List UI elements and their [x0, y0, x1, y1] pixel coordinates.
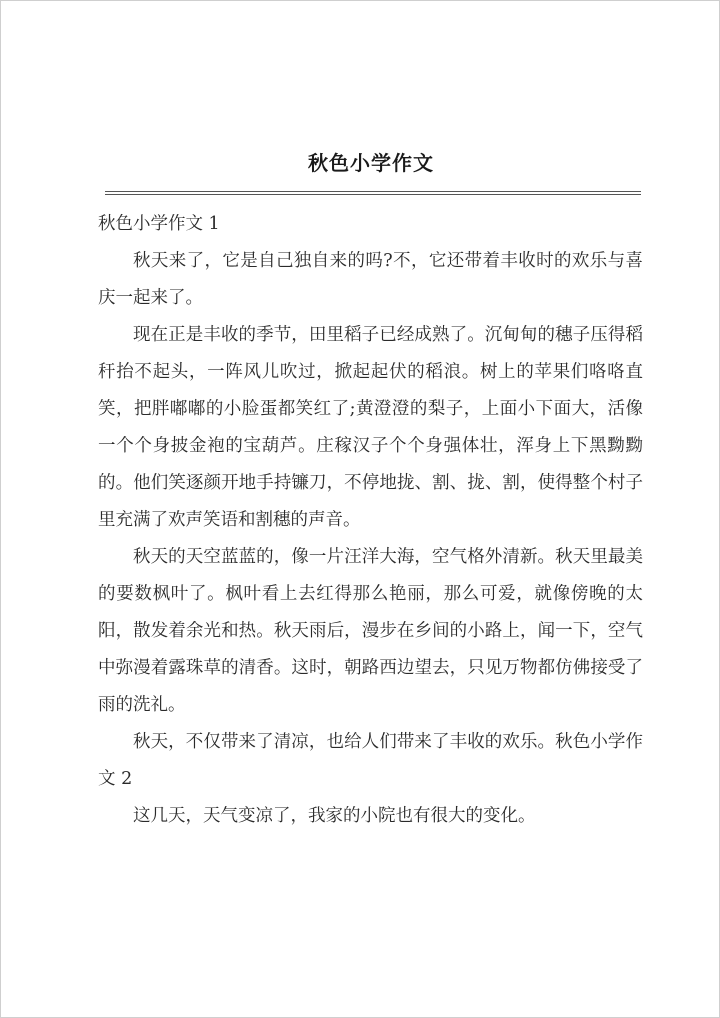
paragraph: 秋天，不仅带来了清凉，也给人们带来了丰收的欢乐。秋色小学作文 2: [98, 732, 643, 789]
paragraph: 现在正是丰收的季节，田里稻子已经成熟了。沉甸甸的穗子压得稻秆抬不起头，一阵风儿吹过，掀起起伏的稻浪。树上的苹果们咯咯直笑，把胖嘟嘟的小脸蛋都笑红了;黄澄澄的梨子，上面小下面大，活像一个个身披金袍的宝葫芦。庄稼汉子个个身强体壮，浑身上下黑黝黝的。他们笑逐颜开地手持镰刀，不停地拢、割、拢、割，使得整个村子里充满了欢声笑语和割穗的声音。: [98, 325, 643, 530]
document-title: 秋色小学作文: [308, 151, 434, 175]
paragraph: 秋天的天空蓝蓝的，像一片汪洋大海，空气格外清新。秋天里最美的要数枫叶了。枫叶看上去红得那么艳丽，那么可爱，就像傍晚的太阳，散发着余光和热。秋天雨后，漫步在乡间的小路上，闻一下，空气中弥漫着露珠草的清香。这时，朝路西边望去，只见万物都仿佛接受了雨的洗礼。: [98, 547, 643, 715]
document-body: [98, 206, 643, 835]
paragraph: 秋天来了，它是自己独自来的吗?不，它还带着丰收时的欢乐与喜庆一起来了。: [98, 251, 643, 308]
title-divider-top: [105, 191, 641, 192]
title-divider-bottom: [105, 194, 641, 195]
paragraph: 这几天，天气变凉了，我家的小院也有很大的变化。: [133, 806, 536, 826]
section-heading: 秋色小学作文 1: [98, 214, 220, 234]
